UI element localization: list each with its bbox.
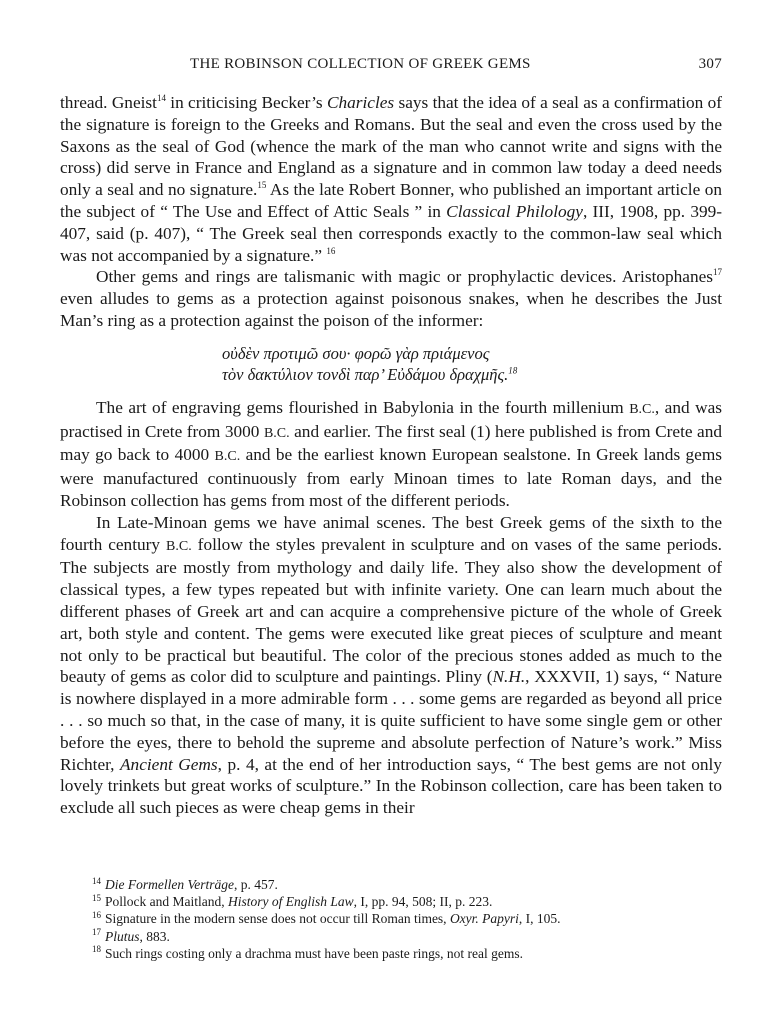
footnote-15 <box>92 893 722 910</box>
footnote-ref-18[interactable]: 18 <box>508 365 518 376</box>
text-run: , XXXVII, 1) says, “ Nature is nowhere displayed in a more admirable form . . . some gems are regarded as beyond all price . . . so much so that, in the case of many, it is quite sufficient to have some single gem or other before the eyes, there to behold the supreme and absolute perfection of Nature’s work.” Miss Richter, <box>60 667 722 774</box>
footnote-ref-16[interactable]: 16 <box>326 245 336 256</box>
text-run: says that the idea of a seal as a confirmation of the signature is foreign to the Greeks and Romans. But the seal and even the cross used by the Saxons as the seal of God (whence the mark of the man who cannot write and signs with the cross) did serve in France and England as a signature and in common law today a deed needs only a seal and no signature. <box>60 93 723 200</box>
text-run: and earlier. The first seal (1) here published is from Crete and may go back to 4000 <box>60 421 722 465</box>
footnote-text: , I, 105. <box>518 911 561 927</box>
text-run: , III, 1908, pp. 399-407, said (p. 407), “ The Greek seal then corresponds exactly to the common-law seal which was not accompanied by a signature.” <box>60 201 722 265</box>
footnote-text: , 883. <box>139 928 170 944</box>
footnote-14 <box>92 876 722 893</box>
text-run: Other gems and rings are talismanic with magic or prophylactic devices. Aristophanes <box>96 267 713 287</box>
text-run: follow the styles prevalent in sculpture and on vases of the same periods. The subjects are mostly from mythology and daily life. They also show the development of classical types, a few types repeated but with infinite variety. One can learn much about the different phases of Greek art and can acquire a comprehensive picture of the whole of Greek art, both style and content. The gems were executed like great pieces of sculpture and meant not only to be practical but beautiful. The color of the precious stones added as much to the beauty of gems as color did to sculpture and paintings. Pliny ( <box>60 534 722 687</box>
text-run: thread. Gneist <box>60 93 157 112</box>
footnote-ref-15[interactable]: 15 <box>257 180 267 191</box>
era-abbrev: B.C. <box>214 449 241 465</box>
paragraph-1 <box>60 92 722 266</box>
running-title: THE ROBINSON COLLECTION OF GREEK GEMS <box>190 56 531 72</box>
title-ancient-gems: Ancient Gems <box>120 754 218 774</box>
page-number: 307 <box>698 56 722 72</box>
footnote-title: Plutus <box>105 928 140 944</box>
text-run: In Late-Minoan gems we have animal scenes. The best Greek gems of the sixth to the fourth century <box>60 512 722 554</box>
footnote-number: 18 <box>92 944 101 955</box>
paragraph-4 <box>60 512 722 819</box>
era-abbrev: B.C. <box>263 425 290 441</box>
footnote-text: , I, pp. 94, 508; II, p. 223. <box>353 894 493 910</box>
text-run: and be the earliest known European sealstone. In Greek lands gems were manufactured continuously from early Minoan times to late Roman days, and the Robinson collection has gems from most of the different periods. <box>60 445 723 510</box>
paragraph-2 <box>60 266 722 331</box>
footnote-18 <box>92 945 722 962</box>
footnote-text: Signature in the modern sense does not occur till Roman times, <box>105 911 450 927</box>
footnote-text: , p. 457. <box>233 877 278 892</box>
footnote-text: Such rings costing only a drachma must have been paste rings, not real gems. <box>105 945 524 961</box>
footnote-title: Die Formellen Verträge <box>105 877 234 892</box>
greek-line-2 <box>222 364 722 385</box>
era-abbrev: B.C. <box>166 538 192 554</box>
footnote-number: 15 <box>92 892 101 903</box>
journal-title: Classical Philology <box>446 201 583 221</box>
text-run: , p. 4, at the end of her introduction says, “ The best gems are not only lovely trinkets but great works of sculpture.” In the Robinson collection, care has been taken to exclude all such pieces as were cheap gems in their <box>60 754 722 818</box>
text-run: , and was practised in Crete from 3000 <box>60 397 722 441</box>
footnote-17 <box>92 928 722 945</box>
era-abbrev: B.C. <box>629 401 655 417</box>
footnote-ref-17[interactable]: 17 <box>713 267 722 278</box>
footnote-title: Oxyr. Papyri <box>449 911 519 927</box>
text-run: The art of engraving gems flourished in Babylonia in the fourth millenium <box>96 397 630 417</box>
footnote-title: History of English Law <box>227 894 354 910</box>
footnote-16 <box>92 910 722 927</box>
footnote-number: 16 <box>92 909 101 920</box>
text-run: even alludes to gems as a protection against poisonous snakes, when he describes the Just Man’s ring as a protection against the poison of the informer: <box>60 289 722 330</box>
footnote-number: 17 <box>92 927 101 938</box>
greek-line-2-text: τὸν δακτύλιον τονδὶ παρ’ Εὐδάμου δραχμῆς. <box>222 364 509 384</box>
footnotes <box>92 876 722 962</box>
citation-nh: N.H. <box>492 667 526 687</box>
title-charicles: Charicles <box>326 93 395 112</box>
greek-quotation <box>60 343 722 385</box>
footnote-text: Pollock and Maitland, <box>105 894 228 910</box>
footnote-number: 14 <box>92 875 101 886</box>
greek-line-1: οὐδὲν προτιμῶ σου· φορῶ γὰρ πριάμενος <box>222 343 490 363</box>
text-run: in criticising Becker’s <box>165 93 327 112</box>
body-text <box>60 92 722 819</box>
paragraph-3 <box>60 397 722 512</box>
text-run: As the late Robert Bonner, who published an important article on the subject of “ The Use and Effect of Attic Seals ” in <box>60 180 722 221</box>
footnote-ref-14[interactable]: 14 <box>156 93 166 104</box>
